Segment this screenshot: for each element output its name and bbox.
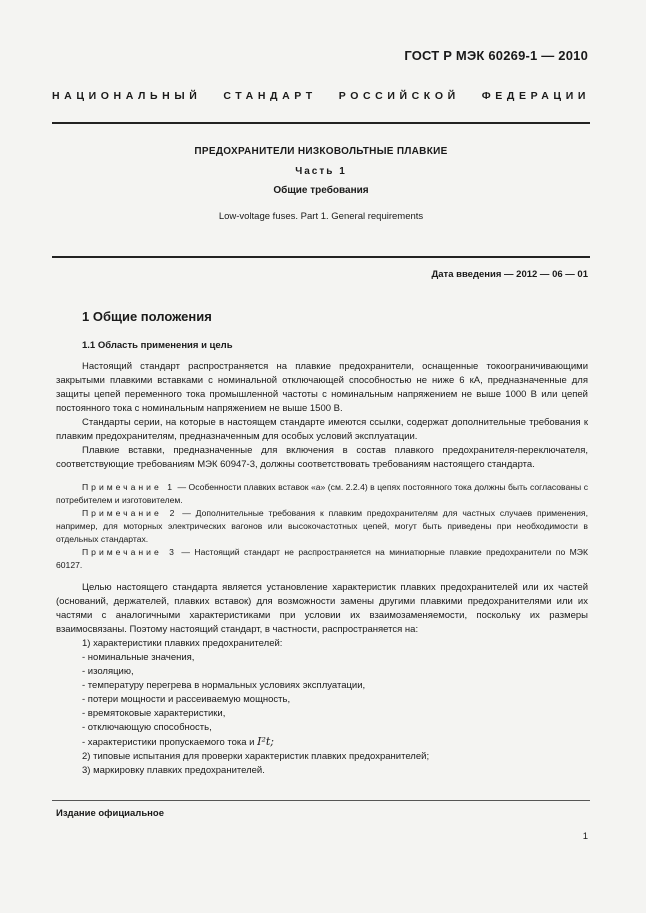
note-text: — Настоящий стандарт не распространяется на миниатюрные плавкие предохранители по МЭК 60127. [56, 547, 588, 570]
note [56, 507, 588, 546]
list-item: - изоляцию, [82, 666, 134, 677]
footer-rule [52, 800, 590, 801]
scope-list [56, 637, 588, 778]
edition-label: Издание официальное [56, 808, 164, 819]
list-item: - времятоковые характеристики, [82, 708, 226, 719]
list-item: - отключающую способность, [82, 722, 212, 733]
list-item-text: - характеристики пропускаемого тока и [82, 737, 258, 748]
paragraph: Настоящий стандарт распространяется на плавкие предохранители, оснащенные токоограничивающими закрытыми плавкими вставками с номинальной отключающей способностью не ниже 6 кА, предназначенные для защиты цепей переменного тока промышленной частоты с номинальным напряжением не выше 1000 В или цепей постоянного тока с номинальным напряжением не выше 1500 В. [56, 361, 588, 414]
list-item: - номинальные значения, [82, 652, 195, 663]
list-item: - потери мощности и рассеиваемую мощность, [82, 694, 291, 705]
title-rule [52, 256, 590, 258]
note [56, 481, 588, 507]
document-id: ГОСТ Р МЭК 60269-1 — 2010 [404, 48, 588, 63]
purpose-paragraph: Целью настоящего стандарта является установление характеристик плавких предохранителей или их частей (оснований, держателей, плавких вставок) для возможности замены другими плавкими предохранителями или их частями с аналогичными характеристиками при условии их взаимозаменяемости, поскольку их размеры взаимосвязаны. Поэтому настоящий стандарт, в частности, распространяется на: [56, 582, 588, 635]
english-title: Low-voltage fuses. Part 1. General requirements [218, 211, 424, 222]
note-text: — Особенности плавких вставок «a» (см. 2.2.4) в цепях постоянного тока должны быть согласованы с потребителем и изготовителем. [56, 482, 588, 505]
section-title: 1 Общие положения [82, 309, 212, 324]
intro-date: Дата введения — 2012 — 06 — 01 [431, 269, 588, 280]
standard-subtitle: Общие требования [273, 185, 369, 196]
standard-part: Часть 1 [295, 166, 347, 177]
standard-title: ПРЕДОХРАНИТЕЛИ НИЗКОВОЛЬТНЫЕ ПЛАВКИЕ [194, 146, 448, 157]
paragraph: Стандарты серии, на которые в настоящем стандарте имеются ссылки, содержат дополнительные требования к плавким предохранителям, предназначенным для особых условий эксплуатации. [56, 417, 588, 442]
note-label: Примечание 1 [82, 482, 175, 492]
header-rule [52, 122, 590, 124]
list-item: 1) характеристики плавких предохранителей: [82, 638, 283, 649]
page-number: 1 [582, 831, 588, 842]
organization-heading: НАЦИОНАЛЬНЫЙ СТАНДАРТ РОССИЙСКОЙ ФЕДЕРАЦИИ [52, 90, 590, 102]
note-label: Примечание 2 [82, 508, 178, 518]
paragraph: Плавкие вставки, предназначенные для включения в состав плавкого предохранителя-переключателя, соответствующие требованиям МЭК 60947-3, должны соответствовать требованиям настоящего стандарта. [56, 445, 588, 470]
list-item: - температуру перегрева в нормальных условиях эксплуатации, [82, 680, 366, 691]
note-label: Примечание 3 [82, 547, 177, 557]
note [56, 546, 588, 572]
list-item: 2) типовые испытания для проверки характеристик плавких предохранителей; [82, 751, 430, 762]
note-text: — Дополнительные требования к плавким предохранителям для частных случаев применения, например, для моторных электрических вагонов или высокочастотных цепей, могут быть приведены при необходимости в отдельных стандартах. [56, 508, 588, 544]
formula: I²t; [257, 735, 275, 748]
subsection-title: 1.1 Область применения и цель [82, 340, 233, 351]
list-item [56, 735, 588, 750]
section-body [56, 360, 588, 778]
list-item: 3) маркировку плавких предохранителей. [82, 765, 265, 776]
